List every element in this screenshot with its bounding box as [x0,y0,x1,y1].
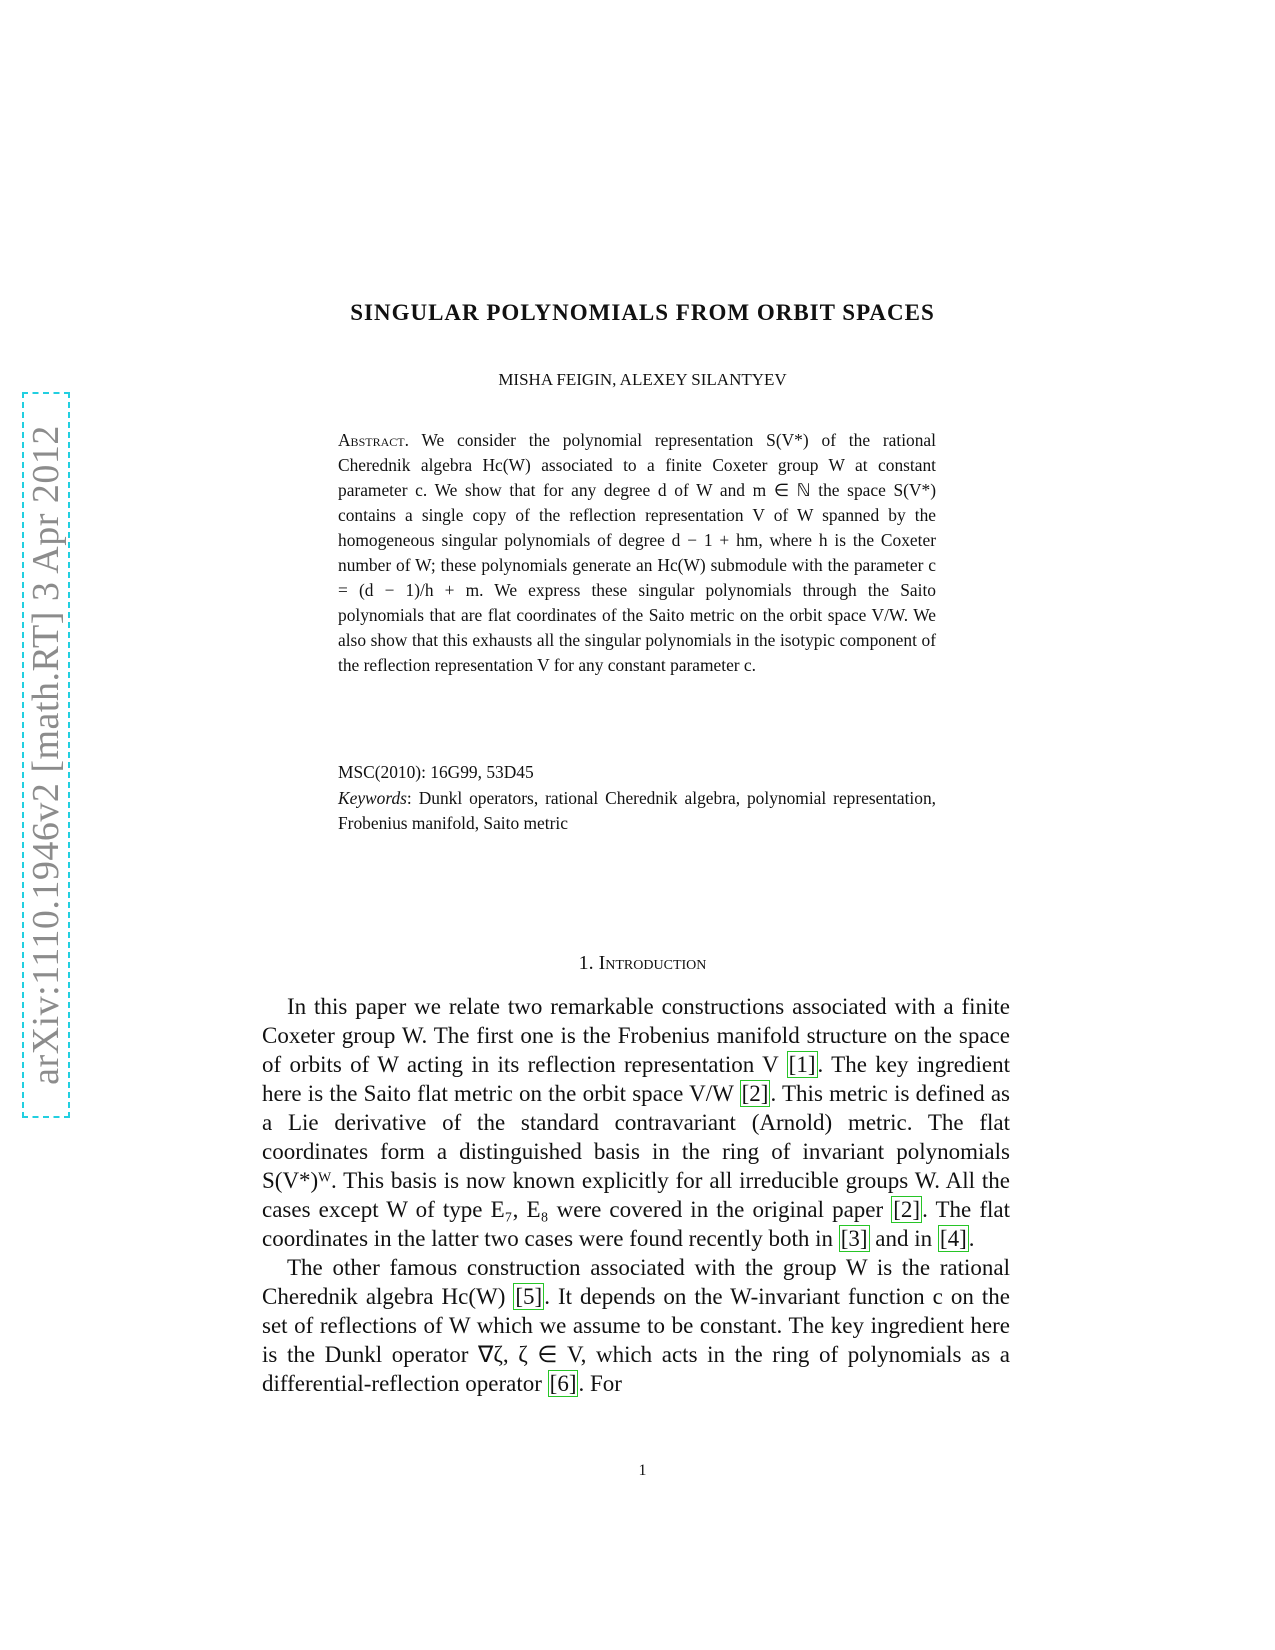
p2-text-c: . For [578,1371,622,1396]
section-number: 1. [578,952,594,974]
page-number: 1 [638,1462,647,1479]
citation-link[interactable]: [6] [549,1371,577,1396]
citation-link[interactable]: [2] [741,1081,769,1106]
p1-text-d: . The flat coordinates in the latter two cases were found recently both in [262,1197,1010,1251]
paper-title: SINGULAR POLYNOMIALS FROM ORBIT SPACES [350,300,935,325]
abstract [338,428,936,678]
citation-link[interactable]: [4] [939,1226,967,1251]
keywords-text: : Dunkl operators, rational Cherednik algebra, polynomial representation, Frobenius manifold, Saito metric [338,788,936,833]
abstract-label: Abstract. [338,430,409,450]
paragraph-2 [262,1253,1010,1398]
abstract-text: We consider the polynomial representation S(V*) of the rational Cherednik algebra Hc(W) associated to a finite Coxeter group W at constant parameter c. We show that for any degree d of W and m ∈ ℕ the space S(V*) contains a single copy of the reflection representation V of W spanned by the homogeneous singular polynomials of degree d − 1 + hm, where h is the Coxeter number of W; these polynomials generate an Hc(W) submodule with the parameter c = (d − 1)/h + m. We express these singular polynomials through the Saito polynomials that are flat coordinates of the Saito metric on the orbit space V/W. We also show that this exhausts all the singular polynomials in the isotypic component of the reflection representation V for any constant parameter c. [338,430,936,675]
section-heading [0,952,1275,975]
paper-authors: MISHA FEIGIN, ALEXEY SILANTYEV [498,370,787,389]
citation-link[interactable]: [1] [788,1052,816,1077]
citation-link[interactable]: [2] [893,1197,921,1222]
section-title: Introduction [598,952,707,974]
p2-text-a: The other famous construction associated with the group W is the rational Cherednik algebra Hc(W) [262,1255,1010,1309]
p1-text-c: . This metric is defined as a Lie derivative of the standard contravariant (Arnold) metric. The flat coordinates form a distinguished basis in the ring of invariant polynomials S(V*)ᵂ. This basis is now known explicitly for all irreducible groups W. All the cases except W of type E₇, E₈ were covered in the original paper [262,1081,1010,1222]
p1-text-f: . [968,1226,975,1251]
arxiv-id-label: arXiv:1110.1946v2 [math.RT] 3 Apr 2012 [25,425,67,1085]
citation-link[interactable]: [3] [840,1226,868,1251]
p2-text-b: . It depends on the W-invariant function c on the set of reflections of W which we assume to be constant. The key ingredient here is the Dunkl operator ∇ζ, ζ ∈ V, which acts in the ring of polynomials as a differential-reflection operator [262,1284,1010,1396]
keywords-label: Keywords [338,788,407,808]
citation-link[interactable]: [5] [515,1284,543,1309]
p1-text-a: In this paper we relate two remarkable constructions associated with a finite Coxeter group W. The first one is the Frobenius manifold structure on the space of orbits of W acting in its reflection representation V [262,994,1010,1077]
keywords [338,786,936,836]
p1-text-e: and in [869,1226,938,1251]
body-text [262,992,1010,1398]
p1-text-b: . The key ingredient here is the Saito flat metric on the orbit space V/W [262,1052,1010,1106]
msc-classification: MSC(2010): 16G99, 53D45 [338,762,534,782]
arxiv-stamp [22,392,70,1118]
paragraph-1 [262,992,1010,1253]
